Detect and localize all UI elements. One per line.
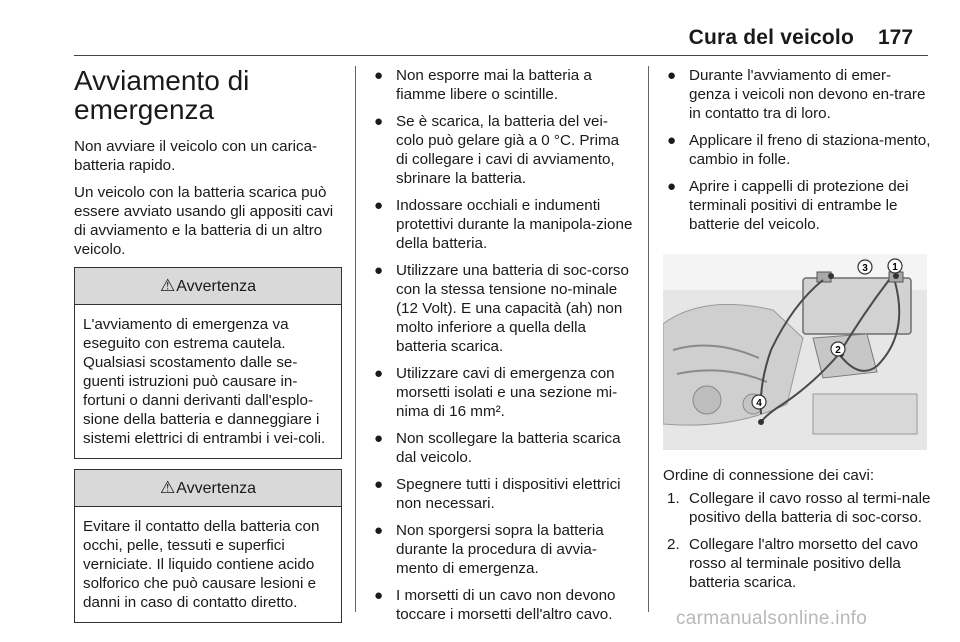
warning-text-2: Evitare il contatto della batteria con occhi, pelle, tessuti e superfici verniciate. Il liquido contiene acido solforico che può causare lesioni e danni in caso di contatto diretto. [83,518,320,611]
list-item: ● Aprire i cappelli di protezione dei terminali positivi di entrambe le batterie del veicolo. [667,178,909,233]
engine-bay-figure [663,254,927,450]
header-rule [74,55,928,56]
bullet-icon: ● [374,365,384,382]
warning-label-2: Avvertenza [176,480,256,497]
step-number: 1. [667,490,680,507]
list-item [663,489,931,527]
warning-text-1: L'avviamento di emergenza va eseguito con estrema cautela. Qualsiasi scostamento dalle se-guenti istruzioni può causare in-fortuni o danni derivanti dall'esplo-sione della batteria e danneggiare i sistemi elettrici di entrambi i vei-coli. [83,316,326,447]
bullet-icon: ● [667,132,677,149]
page-number: 177 [878,26,914,49]
engine-bay-illustration [663,254,927,450]
list-item: ● Indossare occhiali e indumenti protettivi durante la manipola-zione della batteria. [374,197,633,252]
list-item: ● Durante l'avviamento di emer-genza i veicoli non devono en-trare in contatto tra di loro. [667,67,926,122]
left-column [74,66,342,633]
bullet-icon: ● [374,262,384,279]
list-item: ● Spegnere tutti i dispositivi elettrici non necessari. [374,476,621,512]
callout-label: 3 [862,263,868,274]
bullet-icon: ● [374,587,384,604]
warning-box-1 [74,267,342,459]
warning-triangle-icon: ⚠ [160,478,176,497]
bullet-icon: ● [667,178,677,195]
bullet-icon: ● [667,67,677,84]
list-item: ● Utilizzare una batteria di soc-corso con la stessa tensione no-minale (12 Volt). E una capacità (ah) non molto inferiore a quella della batteria scarica. [374,262,629,355]
callout-label: 2 [835,345,841,356]
running-header-title: Cura del veicolo [688,26,854,49]
column-divider-2 [648,66,649,612]
warning-triangle-icon: ⚠ [160,276,176,295]
list-item: ● Non scollegare la batteria scarica dal veicolo. [374,430,621,466]
section-title-line1: Avviamento di [74,65,250,96]
list-item: ● Utilizzare cavi di emergenza con morsetti isolati e una sezione mi-nima di 16 mm². [374,365,618,420]
callout-label: 4 [756,398,762,409]
list-item: ● I morsetti di un cavo non devono toccare i morsetti dell'altro cavo. [374,587,616,623]
callout-label: 1 [892,262,898,273]
warning-label-1: Avvertenza [176,278,256,295]
step-number: 2. [667,536,680,553]
bullet-icon: ● [374,522,384,539]
middle-column [370,66,634,632]
warning-header-2 [75,470,341,507]
intro-paragraph-2: Un veicolo con la batteria scarica può essere avviato usando gli appositi cavi di avviamento e la batteria di un altro veicolo. [74,184,334,258]
bullet-icon: ● [374,197,384,214]
preparation-list [663,66,931,234]
list-item: ● Non esporre mai la batteria a fiamme libere o scintille. [374,67,592,103]
column-divider-1 [355,66,356,612]
section-title [74,66,342,124]
step-text: Collegare l'altro morsetto del cavo rosso al terminale positivo della batteria scarica. [689,536,919,591]
precaution-list [370,66,634,624]
warning-box-2 [74,469,342,623]
bullet-icon: ● [374,430,384,447]
warning-header-1 [75,268,341,305]
connection-steps [663,489,931,592]
right-column [663,66,931,600]
section-title-line2: emergenza [74,94,215,125]
list-item [663,535,931,592]
bullet-icon: ● [374,67,384,84]
connection-order-label: Ordine di connessione dei cavi: [663,467,875,484]
bullet-icon: ● [374,476,384,493]
step-text: Collegare il cavo rosso al termi-nale positivo della batteria di soc-corso. [689,490,931,526]
intro-paragraph-1: Non avviare il veicolo con un carica-batteria rapido. [74,138,318,174]
list-item: ● Se è scarica, la batteria del vei-colo può gelare già a 0 °C. Prima di collegare i cavi di avviamento, sbrinare la batteria. [374,113,620,187]
list-item: ● Non sporgersi sopra la batteria durante la procedura di avvia-mento di emergenza. [374,522,604,577]
bullet-icon: ● [374,113,384,130]
watermark: carmanualsonline.info [676,608,868,629]
list-item: ● Applicare il freno di staziona-mento, cambio in folle. [667,132,931,168]
